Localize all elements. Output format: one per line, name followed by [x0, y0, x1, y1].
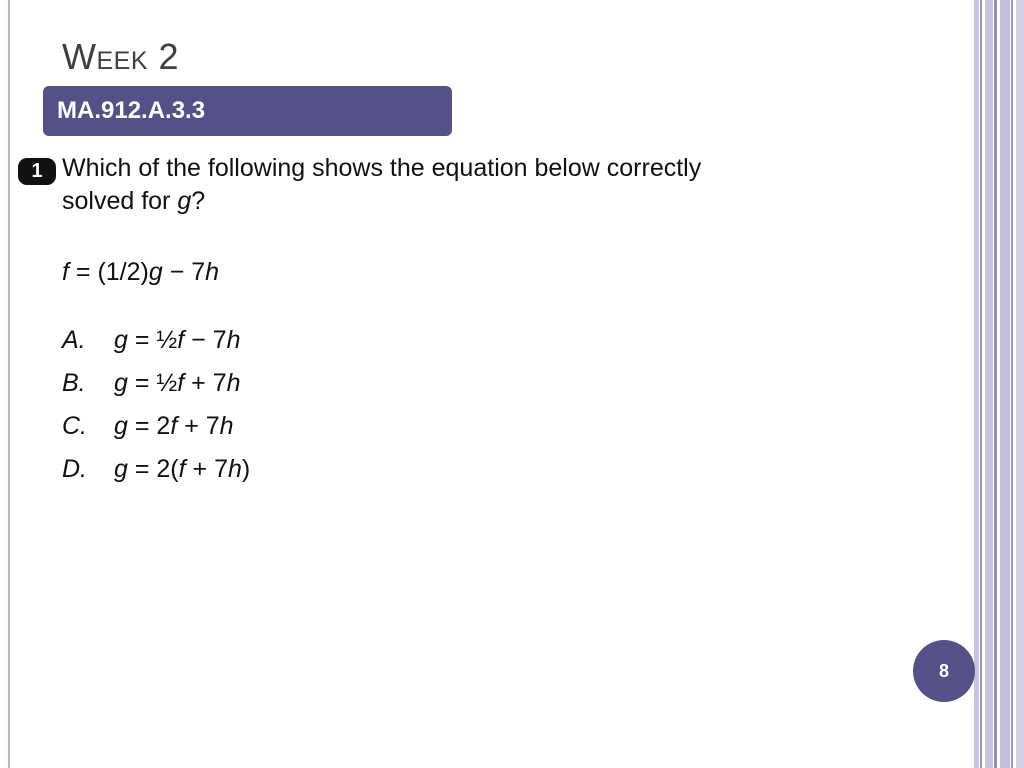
choice-g: g [114, 369, 128, 397]
question-number-badge [18, 158, 56, 185]
standard-banner [43, 86, 452, 136]
choice-op: + 7 [185, 455, 228, 483]
choice-a[interactable] [62, 324, 250, 367]
choice-letter: A. [62, 326, 86, 354]
question-text [62, 152, 822, 218]
choice-h: h [226, 326, 241, 354]
choice-g: g [114, 412, 128, 440]
right-border-stripes [974, 0, 1024, 768]
choice-f: f [178, 455, 186, 483]
choice-letter: B. [62, 369, 86, 397]
equation-h: h [205, 258, 220, 286]
choice-close: ) [241, 455, 251, 483]
choice-c[interactable] [62, 410, 250, 453]
choice-op: + 7 [177, 412, 220, 440]
slide-title [62, 36, 179, 78]
choice-f: f [177, 369, 185, 397]
choice-h: h [228, 455, 242, 483]
equation-g: g [148, 258, 163, 286]
choice-eq: = ½ [127, 369, 178, 397]
answer-choices [62, 324, 250, 496]
choice-f: f [177, 326, 185, 354]
choice-letter: D. [62, 455, 87, 483]
choice-op: − 7 [184, 326, 227, 354]
choice-b[interactable] [62, 367, 250, 410]
choice-f: f [170, 412, 178, 440]
question-line-1: Which of the following shows the equation below correctly [62, 154, 702, 182]
question-line-2-suffix: ? [191, 187, 206, 215]
page-number: 8 [938, 661, 949, 681]
choice-h: h [226, 369, 241, 397]
left-border-line [8, 0, 10, 768]
question-line-2-prefix: solved for [62, 187, 178, 215]
choice-op: + 7 [184, 369, 227, 397]
choice-g: g [114, 326, 128, 354]
given-equation [62, 256, 219, 288]
equation-minus: − 7 [162, 258, 206, 286]
equation-mid: = (1/2) [68, 258, 149, 286]
page-number-badge [913, 640, 975, 702]
choice-eq: = ½ [127, 326, 178, 354]
choice-h: h [219, 412, 234, 440]
choice-letter: C. [62, 412, 87, 440]
standard-code: MA.912.A.3.3 [57, 97, 206, 124]
choice-g: g [114, 455, 128, 483]
question-line-2 [62, 185, 822, 218]
equation-f: f [62, 258, 69, 286]
question-number: 1 [31, 160, 43, 182]
slide-title-text: Week 2 [62, 36, 180, 77]
choice-d[interactable] [62, 453, 250, 496]
question-variable: g [177, 187, 192, 215]
choice-eq: = 2 [127, 412, 171, 440]
choice-eq: = 2( [127, 455, 179, 483]
